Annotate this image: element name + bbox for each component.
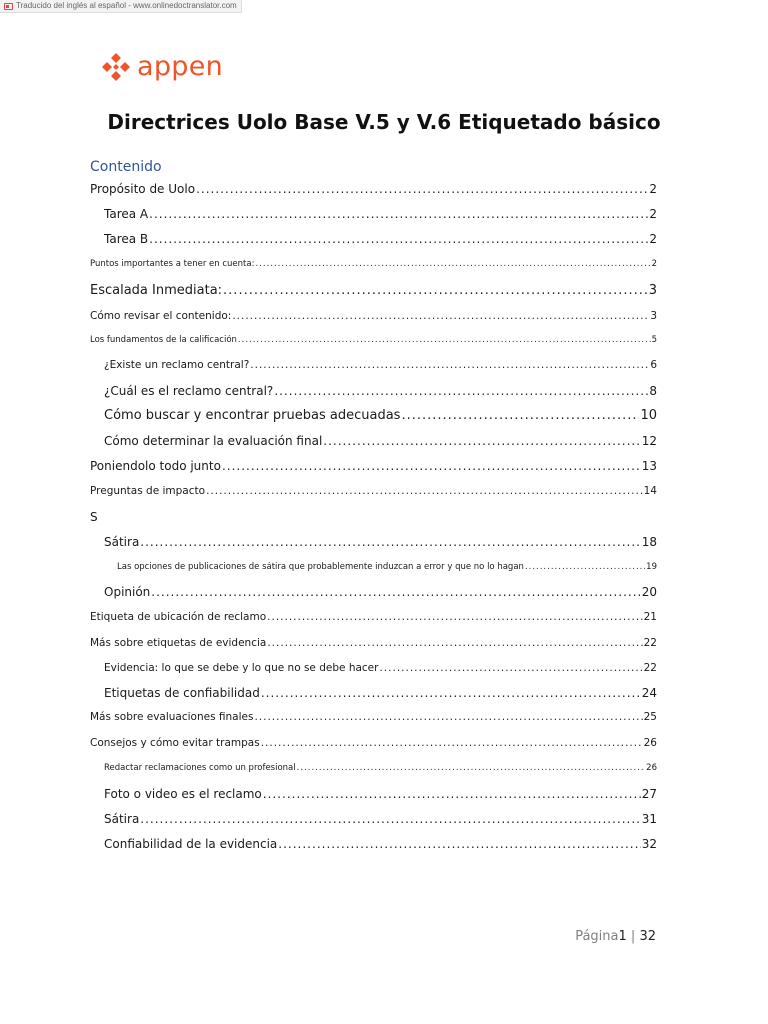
toc-dot-leader — [149, 232, 648, 246]
toc-entry-page: 2 — [649, 232, 657, 246]
toc-entry[interactable] — [90, 611, 657, 623]
toc-entry-label: Foto o video es el reclamo — [104, 787, 262, 801]
toc-entry[interactable] — [90, 737, 657, 749]
toc-entry-page: 3 — [650, 310, 657, 322]
toc-entry[interactable] — [104, 837, 657, 851]
toc-entry-page: 19 — [646, 562, 657, 572]
toc-entry-page: 8 — [649, 384, 657, 398]
toc-entry[interactable] — [104, 408, 657, 423]
toc-entry-label: Escalada Inmediata: — [90, 283, 223, 298]
toc-entry-page: 6 — [650, 359, 657, 371]
toc-dot-leader — [401, 408, 639, 423]
toc-entry-label: Cómo revisar el contenido: — [90, 310, 232, 322]
toc-dot-leader — [267, 611, 642, 623]
toc-entry-label: Sátira — [104, 812, 140, 826]
toc-dot-leader — [140, 535, 640, 549]
toc-entry[interactable] — [90, 335, 657, 345]
toc-dot-leader — [261, 737, 643, 749]
toc-entry[interactable] — [104, 662, 657, 674]
toc-entry-page: 10 — [640, 408, 657, 423]
toc-dot-leader — [250, 359, 649, 371]
toc-entry-label: ¿Cuál es el reclamo central? — [104, 384, 274, 398]
toc-entry-label: Puntos importantes a tener en cuenta: — [90, 259, 255, 269]
toc-entry[interactable] — [117, 562, 657, 572]
toc-dot-leader — [274, 384, 648, 398]
toc-entry[interactable] — [104, 207, 657, 221]
toc-entry[interactable] — [90, 485, 657, 497]
toc-dot-leader — [238, 335, 651, 345]
toc-dot-leader — [278, 837, 640, 851]
page-footer — [575, 929, 656, 944]
toc-entry-page: 26 — [643, 737, 657, 749]
toc-entry-label: Preguntas de impacto — [90, 485, 206, 497]
toc-entry-page: 2 — [649, 207, 657, 221]
current-page-number: 1 — [618, 929, 627, 944]
page-word: Página — [575, 929, 619, 944]
toc-entry-page: 24 — [641, 686, 657, 700]
translator-banner-text[interactable]: Traducido del inglés al español - www.onlinedoctranslator.com — [16, 1, 237, 10]
toc-entry-label: Evidencia: lo que se debe y lo que no se debe hacer — [104, 662, 379, 674]
pdf-icon — [4, 3, 13, 10]
toc-dot-leader — [222, 459, 641, 473]
toc-entry-page: 18 — [641, 535, 657, 549]
translator-banner[interactable] — [0, 0, 242, 13]
toc-entry-page: 3 — [648, 283, 657, 298]
toc-entry-page: 31 — [641, 812, 657, 826]
document-title: Directrices Uolo Base V.5 y V.6 Etiquetado básico — [107, 110, 661, 134]
toc-dot-leader — [525, 562, 645, 572]
toc-entry-label: Opinión — [104, 585, 151, 599]
toc-entry[interactable] — [90, 283, 657, 298]
toc-entry-label: Los fundamentos de la calificación — [90, 335, 237, 345]
total-pages: 32 — [639, 929, 656, 944]
toc-entry-label: Tarea A — [104, 207, 149, 221]
toc-entry-label: S — [90, 510, 98, 524]
toc-entry-page: 5 — [651, 335, 657, 345]
toc-entry-label: ¿Existe un reclamo central? — [104, 359, 250, 371]
toc-entry-page: 14 — [643, 485, 657, 497]
toc-dot-leader — [140, 812, 640, 826]
toc-dot-leader — [149, 207, 648, 221]
appen-logo — [101, 52, 223, 82]
toc-dot-leader — [223, 283, 648, 298]
toc-entry[interactable] — [104, 787, 657, 801]
logo-wordmark: appen — [137, 51, 224, 82]
toc-dot-leader — [261, 686, 641, 700]
toc-entry-label: Sátira — [104, 535, 140, 549]
toc-entry-page: 13 — [641, 459, 657, 473]
toc-entry[interactable] — [90, 182, 657, 196]
toc-dot-leader — [151, 585, 640, 599]
toc-entry-label: Las opciones de publicaciones de sátira que probablemente induzcan a error y que no lo hagan — [117, 562, 524, 572]
toc-entry-page: 32 — [641, 837, 657, 851]
toc-entry-label: Tarea B — [104, 232, 149, 246]
toc-dot-leader — [206, 485, 643, 497]
toc-entry-page: 20 — [641, 585, 657, 599]
toc-entry[interactable] — [90, 310, 657, 322]
toc-entry-label: Más sobre etiquetas de evidencia — [90, 637, 267, 649]
toc-entry[interactable] — [104, 812, 657, 826]
toc-entry-label: Etiquetas de confiabilidad — [104, 686, 260, 700]
toc-entry[interactable] — [104, 686, 657, 700]
toc-entry[interactable] — [90, 711, 657, 723]
toc-entry-page: 12 — [641, 434, 657, 448]
toc-entry-label: Redactar reclamaciones como un profesional — [104, 763, 296, 773]
footer-separator: | — [630, 929, 636, 944]
toc-entry-label: Etiqueta de ubicación de reclamo — [90, 611, 267, 623]
toc-entry-label: Cómo buscar y encontrar pruebas adecuadas — [104, 408, 401, 423]
toc-dot-leader — [263, 787, 641, 801]
toc-entry[interactable] — [104, 384, 657, 398]
toc-entry-label: Confiabilidad de la evidencia — [104, 837, 278, 851]
toc-entry[interactable] — [90, 459, 657, 473]
toc-entry[interactable] — [104, 434, 657, 448]
toc-entry[interactable] — [104, 232, 657, 246]
toc-entry-page: 22 — [643, 637, 657, 649]
toc-entry-page: 26 — [646, 763, 657, 773]
toc-entry-label: Poniendolo todo junto — [90, 459, 221, 473]
toc-entry[interactable] — [90, 259, 657, 269]
toc-entry[interactable] — [104, 535, 657, 549]
toc-entry-page: 2 — [649, 182, 657, 196]
toc-dot-leader — [297, 763, 646, 773]
toc-entry-page: 25 — [643, 711, 657, 723]
toc-entry-page: 27 — [641, 787, 657, 801]
toc-entry-label: Más sobre evaluaciones finales — [90, 711, 254, 723]
toc-dot-leader — [196, 182, 648, 196]
toc-entry-label: Cómo determinar la evaluación final — [104, 434, 323, 448]
toc-heading: Contenido — [90, 159, 162, 175]
toc-dot-leader — [323, 434, 640, 448]
toc-entry-page: 2 — [651, 259, 657, 269]
toc-entry-label: Propósito de Uolo — [90, 182, 196, 196]
toc-dot-leader — [379, 662, 642, 674]
toc-entry-page: 21 — [643, 611, 657, 623]
toc-entry[interactable] — [104, 763, 657, 773]
toc-entry-page: 22 — [643, 662, 657, 674]
toc-dot-leader — [267, 637, 642, 649]
toc-dot-leader — [254, 711, 642, 723]
toc-entry[interactable] — [90, 510, 98, 524]
toc-entry-label: Consejos y cómo evitar trampas — [90, 737, 260, 749]
toc-entry[interactable] — [104, 359, 657, 371]
toc-dot-leader — [232, 310, 649, 322]
toc-entry[interactable] — [104, 585, 657, 599]
toc-entry[interactable] — [90, 637, 657, 649]
toc-dot-leader — [255, 259, 650, 269]
appen-logo-icon — [101, 52, 131, 82]
